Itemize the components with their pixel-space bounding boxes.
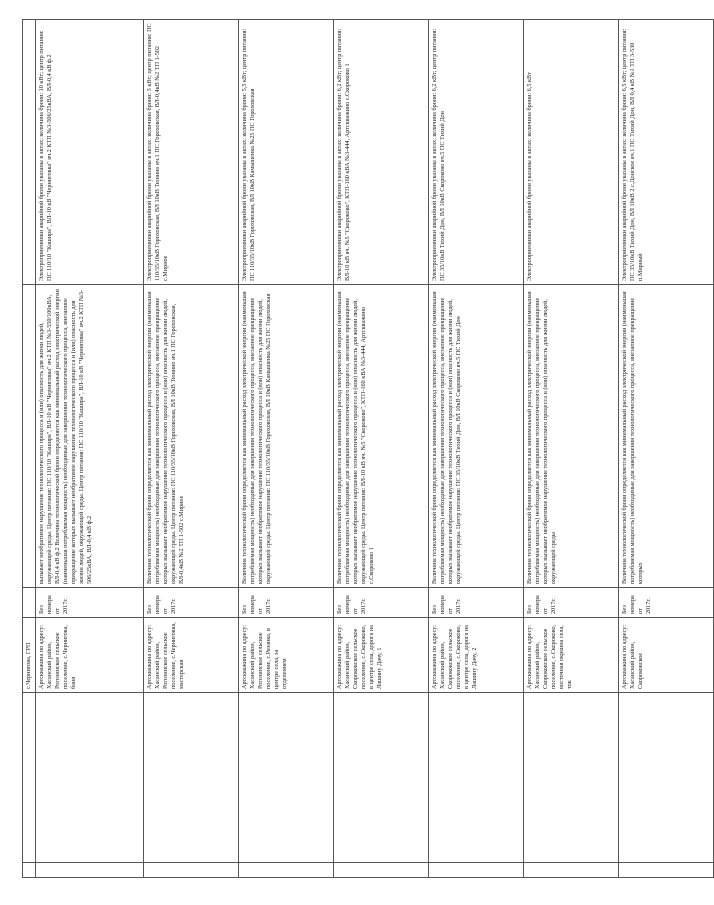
number-cell xyxy=(23,863,36,878)
emergency-armor-cell: Электроприемники аварийной брони указаны в актах: величина брони: 6,2 кВт; центр питания: ВЛ-10 кВ яч. №5 "Скороково", КТП-160 кВА №3-444, Артскважино с.Скороково 1 xyxy=(334,20,429,285)
table-row xyxy=(23,20,36,878)
emergency-armor-cell: Электроприемники аварийной брони указаны в актах: величина брони: 6,5 кВт; центр питания: ПС 35/10кВ Тихий Дон, ВЛ 10кВ 2 с.Донское яч.1 ПС Тихий Дон, ВЛ 0,4 кВ №1 ТП 3-530 п.Мирный xyxy=(619,20,714,285)
empty-cell xyxy=(23,693,36,863)
reg-cell: Без номера от 2017г. xyxy=(239,588,334,618)
number-cell xyxy=(334,863,429,878)
empty-cell xyxy=(524,693,619,863)
emergency-armor-cell: Электроприемники аварийной брони указаны в актах: величина брони: 6,2 кВт; центр питания: ПС 35/10кВ Тихий Дон, ВЛ 10кВ Скороково яч.5 ПС Тихий Дон xyxy=(429,20,524,285)
empty-cell xyxy=(429,693,524,863)
tech-armor-cell xyxy=(23,285,36,588)
emergency-armor-cell xyxy=(23,20,36,285)
table-row xyxy=(144,20,239,878)
address-cell: Артскважина по адресу: Хасанский район, Скороковское сельское поселение, с.Скороково, восточная окраина села, ток xyxy=(524,618,619,693)
address-cell: Артскважина по адресу: Хасанский район, Скороковское сельское поселение, с.Скороково, в центре села, дорога на Лашину Дачу, 2 xyxy=(429,618,524,693)
table-row xyxy=(619,20,714,878)
empty-cell xyxy=(619,693,714,863)
address-cell: Артскважина по адресу: Хасанский район, Рогозинское сельское поселение, с.Чернигова, баня xyxy=(36,618,144,693)
address-cell: с.Чернигова, ГРП xyxy=(23,618,36,693)
address-cell: Артскважина по адресу: Хасанский район, Рогозинское сельское поселение, с.Черниговка, мастерская xyxy=(144,618,239,693)
address-cell: Артскважина по адресу: Хасанский район, Скороковское сельское поселение, с.Скороково, в центре села, дорога на Лашину Дачу, 1 xyxy=(334,618,429,693)
armor-table xyxy=(22,19,714,878)
reg-cell: Без номера от 2017г. xyxy=(429,588,524,618)
reg-cell: Без номера от 2017г. xyxy=(619,588,714,618)
number-cell xyxy=(619,863,714,878)
number-cell xyxy=(429,863,524,878)
address-cell: Артскважина по адресу: Хасанский район, Скороковское xyxy=(619,618,714,693)
reg-cell: Без номера от 2017г. xyxy=(36,588,144,618)
number-cell xyxy=(144,863,239,878)
emergency-armor-cell: Электроприемники аварийной брони указаны в актах: величина брони: 5,5 кВт; центр питания: ПС 110/35/10кВ Гороховская, ВЛ 10кВ Камышенка №25 ПС Гороховская xyxy=(239,20,334,285)
number-cell xyxy=(36,863,144,878)
emergency-armor-cell: Электроприемники аварийной брони указаны в актах: величина брони: 10 кВт; центр питания: ПС 110/10 "Кашира", ВЛ-10 кВ "Черниговка" яч.2 КТП №3-506/25кВА, ВЛ-0,4 кВ ф.2 xyxy=(36,20,144,285)
table-row xyxy=(334,20,429,878)
tech-armor-cell: Величина технологической брони определяется как минимальный расход электрической энергии (наименьшая потребляемая мощность) необходимые для завершения технологического процесса, внезапное прекращение которых xyxy=(619,285,714,588)
rotated-page xyxy=(22,20,652,878)
reg-cell xyxy=(23,588,36,618)
reg-cell: Без номера от 2017г. xyxy=(144,588,239,618)
empty-cell xyxy=(144,693,239,863)
tech-armor-cell: вызывает необратимое нарушение технологического процесса и (или) опасность для жизни людей, окружающей среды. Центр питания: ПС 110/10 "Кашира", ВЛ-10 кВ "Черниговка" яч.2 КТП №3-550/100кВА, ВЛ-0,4 кВ ф.2 Величина технологической брони определяется как минимальный расход электрической энергии (наименьшая потребляемая мощность) необходимые для завершения технологического процесса, внезапное прекращение которых вызывает необратимое нарушение технологического процесса и (или) опасность для жизни людей, окружающей среды. Центр питания: ПС 110/10 "Кашира", ВЛ-10 кВ "Черниговка" яч.2 КТП №3-506/25кВА, ВЛ-0,4 кВ ф.2 xyxy=(36,285,144,588)
table-row xyxy=(524,20,619,878)
tech-armor-cell: Величина технологической брони определяется как минимальный расход электрической энергии (наименьшая потребляемая мощность) необходимые для завершения технологического процесса, внезапное прекращение которых вызывает необратимое нарушение технологического процесса и (или) опасность для жизни людей, окружающей среды. Центр питания: ВЛ-10 кВ яч. №5 "Скороково", КТП-160 кВА №3-444, Артскважино с.Скороково 1 xyxy=(334,285,429,588)
address-cell: Артскважина по адресу: Хасанский район, Рогозинское сельское поселение, с.Рязанка, в центре села, за отделением xyxy=(239,618,334,693)
empty-cell xyxy=(239,693,334,863)
empty-cell xyxy=(36,693,144,863)
reg-cell: Без номера от 2017г. xyxy=(334,588,429,618)
table-row xyxy=(429,20,524,878)
table-row xyxy=(36,20,144,878)
tech-armor-cell: Величина технологической брони определяется как минимальный расход электрической энергии (наименьшая потребляемая мощность) необходимые для завершения технологического процесса, внезапное прекращение которых вызывает необратимое нарушение технологического процесса и (или) опасность для жизни людей, окружающей среды. Центр питания: ПС 110/35/10кВ Гороховская, ВЛ 10кВ Тюнино яч.1 ПС Гороховская, ВЛ-0,4кВ №2 ТП 1-502 с.Мирное xyxy=(144,285,239,588)
tech-armor-cell: Величина технологической брони определяется как минимальный расход электрической энергии (наименьшая потребляемая мощность) необходимые для завершения технологического процесса, внезапное прекращение которых вызывает необратимое нарушение технологического процесса и (или) опасность для жизни людей, окружающей среды xyxy=(524,285,619,588)
reg-cell: Без номера от 2017г. xyxy=(524,588,619,618)
number-cell xyxy=(239,863,334,878)
emergency-armor-cell: Электроприемники аварийной брони указаны в актах: величина брони: 6,5 кВт xyxy=(524,20,619,285)
emergency-armor-cell: Электроприемники аварийной брони указаны в актах: величина брони: 3 кВт; центр питания: ПС 110/35/10кВ Гороховская, ВЛ 10кВ Тюнино яч.1 ПС Гороховская, ВЛ-0,4кВ №2 ТП 1-502 с.Мирное xyxy=(144,20,239,285)
number-cell xyxy=(524,863,619,878)
tech-armor-cell: Величина технологической брони определяется как минимальный расход электрической энергии (наименьшая потребляемая мощность) необходимые для завершения технологического процесса, внезапное прекращение которых вызывает необратимое нарушение технологического процесса и (или) опасность для жизни людей, окружающей среды. Центр питания: ПС 35/10кВ Тихий Дон, ВЛ 10кВ Скороково яч.5 ПС Тихий Дон xyxy=(429,285,524,588)
table-row xyxy=(239,20,334,878)
empty-cell xyxy=(334,693,429,863)
tech-armor-cell: Величина технологической брони определяется как минимальный расход электрической энергии (наименьшая потребляемая мощность) необходимые для завершения технологического процесса, внезапное прекращение которых вызывает необратимое нарушение технологического процесса и (или) опасность для жизни людей, окружающей среды. Центр питания: ПС 110/35/10кВ Гороховская, ВЛ 10кВ Камышенка №25 ПС Гороховская xyxy=(239,285,334,588)
